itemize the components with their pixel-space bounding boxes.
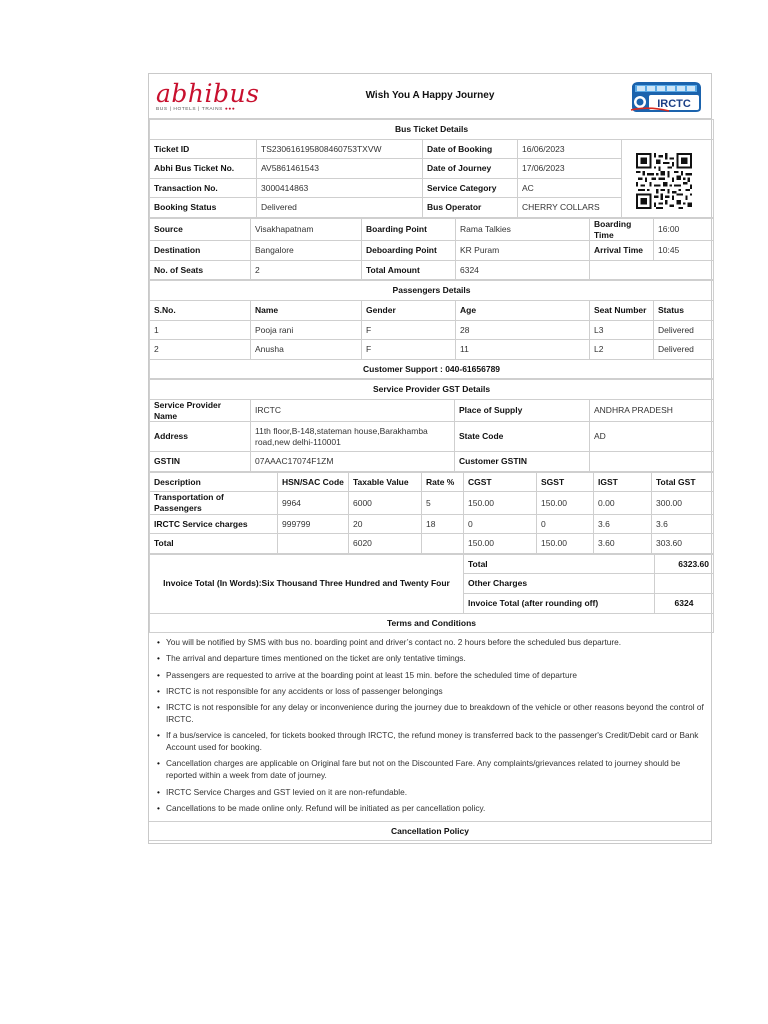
charge-rate: 18 [422,514,464,534]
bus-operator-label: Bus Operator [423,198,518,218]
service-category-value: AC [518,178,622,198]
address-label: Address [150,422,251,452]
journey-date-value: 17/06/2023 [518,159,622,179]
bus-operator-value: CHERRY COLLARS [518,198,622,218]
column-header: Name [251,301,362,321]
gstin-value: 07AAAC17074F1ZM [251,452,455,472]
list-item: • Cancellation charges are applicable on Original fare but not on the Discounted Fare. Any complaints/grievances related to journey should be reported within a week from date of journey. [155,757,705,781]
charge-igst: 3.6 [594,514,652,534]
source-value: Visakhapatnam [251,218,362,240]
service-category-label: Service Category [423,178,518,198]
provider-value: IRCTC [251,399,455,421]
column-header: S.No. [150,301,251,321]
customer-gstin-label: Customer GSTIN [455,452,590,472]
booking-date-label: Date of Booking [423,139,518,159]
irctc-label: IRCTC [657,98,691,110]
abhibus-ticket-label: Abhi Bus Ticket No. [150,159,257,179]
charge-hsn: 9964 [278,492,349,514]
charges-table [149,472,714,554]
gstin-label: GSTIN [150,452,251,472]
seats-value: 2 [251,260,362,280]
passenger-sno: 1 [150,320,251,340]
other-charges-label: Other Charges [464,574,655,594]
table-row [150,422,714,452]
boarding-time-label: Boarding Time [590,218,654,240]
column-header: Gender [362,301,456,321]
place-of-supply-label: Place of Supply [455,399,590,421]
table-row [150,139,714,159]
other-charges-value [655,574,714,594]
passenger-gender: F [362,340,456,360]
list-item: • You will be notified by SMS with bus no. boarding point and driver’s contact no. 2 hours before the scheduled bus departure. [155,636,705,648]
charge-taxable: 20 [349,514,422,534]
invoice-totals-table [149,554,714,633]
charge-total-gst: 300.00 [652,492,714,514]
passenger-name: Anusha [251,340,362,360]
rounded-total-label: Invoice Total (after rounding off) [464,594,655,614]
column-header: Status [654,301,714,321]
column-header: Taxable Value [349,472,422,492]
charge-sgst: 0 [537,514,594,534]
state-code-value: AD [590,422,714,452]
logo-dots: ●●● [224,107,236,112]
charge-description: Total [150,534,278,554]
cancellation-policy-title: Cancellation Policy [149,822,711,841]
passenger-name: Pooja rani [251,320,362,340]
charge-hsn [278,534,349,554]
table-row [150,320,714,340]
logo-tagline: BUS | HOTELS | TRAINS [156,107,223,112]
charge-taxable: 6000 [349,492,422,514]
list-item: • If a bus/service is canceled, for tickets booked through IRCTC, the refund money is transferred back to the passenger's Credit/Debit card or Bank Account used for booking. [155,729,705,753]
gst-table [149,379,714,471]
table-row [150,554,714,574]
source-label: Source [150,218,251,240]
boarding-point-value: Rama Talkies [456,218,590,240]
table-header-row [150,472,714,492]
charge-cgst: 0 [464,514,537,534]
passenger-status: Delivered [654,340,714,360]
column-header: Rate % [422,472,464,492]
table-row [150,218,714,240]
terms-title: Terms and Conditions [150,613,714,633]
ticket-id-label: Ticket ID [150,139,257,159]
customer-support: Customer Support : 040-61656789 [150,359,714,379]
charge-description: Transportation of Passengers [150,492,278,514]
table-row [150,241,714,261]
passengers-table [149,280,714,379]
arrival-time-label: Arrival Time [590,241,654,261]
charge-total-gst: 303.60 [652,534,714,554]
page-title: Wish You A Happy Journey [365,90,495,101]
destination-value: Bangalore [251,241,362,261]
charge-cgst: 150.00 [464,492,537,514]
table-row [150,399,714,421]
charge-igst: 0.00 [594,492,652,514]
passenger-age: 28 [456,320,590,340]
charge-taxable: 6020 [349,534,422,554]
invoice-total-value: 6323.60 [655,554,714,574]
invoice-total-words: Invoice Total (In Words):Six Thousand Three Hundred and Twenty Four [150,554,464,613]
journey-table [149,218,714,280]
address-value: 11th floor,B-148,stateman house,Barakhamba road,new delhi-110001 [251,422,455,452]
terms-list [149,633,711,822]
passenger-seat: L3 [590,320,654,340]
column-header: HSN/SAC Code [278,472,349,492]
invoice-total-label: Total [464,554,655,574]
boarding-time-value: 16:00 [654,218,714,240]
charge-total-gst: 3.6 [652,514,714,534]
column-header: Description [150,472,278,492]
ticket-sheet [148,73,712,844]
booking-status-value: Delivered [257,198,423,218]
provider-label: Service Provider Name [150,399,251,421]
total-amount-label: Total Amount [362,260,456,280]
list-item: • Passengers are requested to arrive at the boarding point at least 15 min. before the scheduled time of departure [155,669,705,681]
total-amount-value: 6324 [456,260,590,280]
ticket-details-table [149,119,714,218]
ticket-id-value: TS230616195808460753TXVW [257,139,423,159]
qr-code-icon [636,153,692,209]
table-row [150,492,714,514]
list-item: • Cancellations to be made online only. Refund will be initiated as per cancellation policy. [155,802,705,814]
destination-label: Destination [150,241,251,261]
logo-wordmark: abhibus [156,79,260,108]
boarding-point-label: Boarding Point [362,218,456,240]
column-header: Seat Number [590,301,654,321]
list-item: • IRCTC Service Charges and GST levied on it are non-refundable. [155,786,705,798]
transaction-label: Transaction No. [150,178,257,198]
ticket-header [149,74,711,119]
rounded-total-value: 6324 [655,594,714,614]
abhibus-ticket-value: AV5861461543 [257,159,423,179]
deboarding-point-label: Deboarding Point [362,241,456,261]
column-header: SGST [537,472,594,492]
booking-date-value: 16/06/2023 [518,139,622,159]
list-item: • IRCTC is not responsible for any delay or inconvenience during the journey due to breakdown of the vehicle or other reasons beyond the control of IRCTC. [155,701,705,725]
deboarding-point-value: KR Puram [456,241,590,261]
column-header: IGST [594,472,652,492]
passenger-age: 11 [456,340,590,360]
list-item: • The arrival and departure times mentioned on the ticket are only tentative timings. [155,652,705,664]
irctc-logo-icon [629,80,703,114]
arrival-time-value: 10:45 [654,241,714,261]
charge-rate: 5 [422,492,464,514]
charge-igst: 3.60 [594,534,652,554]
journey-date-label: Date of Journey [423,159,518,179]
booking-status-label: Booking Status [150,198,257,218]
list-item: • IRCTC is not responsible for any accidents or loss of passenger belongings [155,685,705,697]
table-header-row [150,301,714,321]
charge-description: IRCTC Service charges [150,514,278,534]
ticket-details-title: Bus Ticket Details [150,120,714,140]
table-row [150,340,714,360]
passenger-sno: 2 [150,340,251,360]
column-header: CGST [464,472,537,492]
table-row [150,260,714,280]
table-row [150,514,714,534]
column-header: Age [456,301,590,321]
seats-label: No. of Seats [150,260,251,280]
gst-title: Service Provider GST Details [150,380,714,400]
state-code-label: State Code [455,422,590,452]
place-of-supply-value: ANDHRA PRADESH [590,399,714,421]
passenger-seat: L2 [590,340,654,360]
passenger-gender: F [362,320,456,340]
table-row [150,452,714,472]
passengers-title: Passengers Details [150,281,714,301]
column-header: Total GST [652,472,714,492]
table-row [150,534,714,554]
passenger-status: Delivered [654,320,714,340]
charge-hsn: 999799 [278,514,349,534]
charge-sgst: 150.00 [537,534,594,554]
customer-gstin-value [590,452,714,472]
charge-cgst: 150.00 [464,534,537,554]
charge-rate [422,534,464,554]
charge-sgst: 150.00 [537,492,594,514]
transaction-value: 3000414863 [257,178,423,198]
